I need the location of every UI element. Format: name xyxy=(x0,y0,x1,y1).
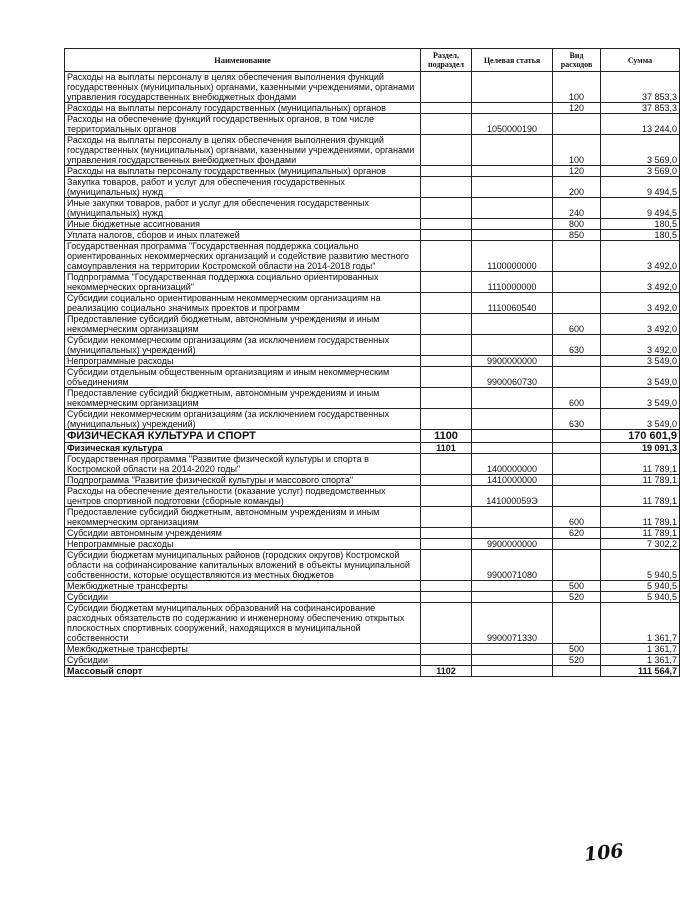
row-section xyxy=(421,528,472,539)
row-article: 1110000000 xyxy=(472,272,553,293)
row-type: 520 xyxy=(553,655,601,666)
table-row xyxy=(65,241,680,272)
budget-table xyxy=(64,48,680,677)
row-name: Субсидии бюджетам муниципальных образований на софинансирование расходных обязательств по содержанию и инженерному обеспечению открытых плоскостных спортивных сооружений, находящихся в муниципальной собственности xyxy=(65,603,421,644)
row-section: 1100 xyxy=(421,430,472,443)
row-name: Расходы на обеспечение деятельности (оказание услуг) подведомственных центров спортивной подготовки (сборные команды) xyxy=(65,486,421,507)
table-row xyxy=(65,581,680,592)
row-amount: 11 789,1 xyxy=(601,528,680,539)
table-row xyxy=(65,486,680,507)
row-section xyxy=(421,409,472,430)
row-name: Иные закупки товаров, работ и услуг для обеспечения государственных (муниципальных) нужд xyxy=(65,198,421,219)
row-section xyxy=(421,454,472,475)
table-row xyxy=(65,293,680,314)
table-row xyxy=(65,166,680,177)
row-section xyxy=(421,166,472,177)
row-name: ФИЗИЧЕСКАЯ КУЛЬТУРА И СПОРТ xyxy=(65,430,421,443)
table-row xyxy=(65,507,680,528)
row-type xyxy=(553,486,601,507)
row-section xyxy=(421,367,472,388)
row-amount: 180,5 xyxy=(601,219,680,230)
row-name: Расходы на выплаты персоналу государственных (муниципальных) органов xyxy=(65,103,421,114)
row-article xyxy=(472,592,553,603)
row-type xyxy=(553,367,601,388)
row-type: 620 xyxy=(553,528,601,539)
row-amount: 3 549,0 xyxy=(601,388,680,409)
row-amount: 1 361,7 xyxy=(601,655,680,666)
row-article xyxy=(472,655,553,666)
row-article xyxy=(472,177,553,198)
row-amount: 7 302,2 xyxy=(601,539,680,550)
row-section xyxy=(421,72,472,103)
row-section xyxy=(421,230,472,241)
row-amount: 180,5 xyxy=(601,230,680,241)
row-section xyxy=(421,314,472,335)
row-article xyxy=(472,507,553,528)
row-amount: 9 494,5 xyxy=(601,177,680,198)
row-article xyxy=(472,644,553,655)
row-section xyxy=(421,581,472,592)
row-article xyxy=(472,135,553,166)
row-article: 1050000190 xyxy=(472,114,553,135)
row-amount: 11 789,1 xyxy=(601,475,680,486)
row-name: Предоставление субсидий бюджетным, автономным учреждениям и иным некоммерческим организациям xyxy=(65,314,421,335)
row-type: 100 xyxy=(553,72,601,103)
row-name: Подпрограмма "Развитие физической культуры и массового спорта" xyxy=(65,475,421,486)
row-name: Подпрограмма "Государственная поддержка социально ориентированных некоммерческих организаций" xyxy=(65,272,421,293)
row-article: 141000059Э xyxy=(472,486,553,507)
table-row xyxy=(65,592,680,603)
row-type: 240 xyxy=(553,198,601,219)
row-amount: 11 789,1 xyxy=(601,507,680,528)
row-amount: 5 940,5 xyxy=(601,592,680,603)
table-body xyxy=(65,72,680,677)
table-row xyxy=(65,528,680,539)
row-amount: 3 492,0 xyxy=(601,241,680,272)
row-article xyxy=(472,581,553,592)
row-type xyxy=(553,293,601,314)
row-name: Субсидии некоммерческим организациям (за исключением государственных (муниципальных) учреждений) xyxy=(65,335,421,356)
table-row xyxy=(65,72,680,103)
row-type: 630 xyxy=(553,335,601,356)
row-article: 9900071330 xyxy=(472,603,553,644)
row-section xyxy=(421,592,472,603)
row-name: Субсидии xyxy=(65,592,421,603)
row-amount: 5 940,5 xyxy=(601,550,680,581)
row-section xyxy=(421,655,472,666)
row-name: Межбюджетные трансферты xyxy=(65,581,421,592)
row-name: Субсидии xyxy=(65,655,421,666)
row-type: 500 xyxy=(553,644,601,655)
table-row xyxy=(65,603,680,644)
table-header-row xyxy=(65,49,680,72)
row-article xyxy=(472,219,553,230)
table-row xyxy=(65,230,680,241)
row-article: 9900000000 xyxy=(472,356,553,367)
table-row xyxy=(65,177,680,198)
row-section xyxy=(421,241,472,272)
row-type: 100 xyxy=(553,135,601,166)
row-section xyxy=(421,272,472,293)
row-name: Расходы на обеспечение функций государственных органов, в том числе территориальных органов xyxy=(65,114,421,135)
table-row xyxy=(65,356,680,367)
row-type xyxy=(553,272,601,293)
row-type: 500 xyxy=(553,581,601,592)
row-amount: 37 853,3 xyxy=(601,103,680,114)
table-row xyxy=(65,198,680,219)
row-article: 1100000000 xyxy=(472,241,553,272)
row-amount: 11 789,1 xyxy=(601,486,680,507)
row-article xyxy=(472,443,553,454)
row-section xyxy=(421,177,472,198)
row-section xyxy=(421,507,472,528)
row-type: 600 xyxy=(553,507,601,528)
table-row xyxy=(65,666,680,677)
header-section: Раздел, подраздел xyxy=(421,49,472,72)
row-section xyxy=(421,356,472,367)
row-amount: 5 940,5 xyxy=(601,581,680,592)
row-amount: 111 564,7 xyxy=(601,666,680,677)
row-amount: 3 492,0 xyxy=(601,272,680,293)
row-amount: 3 569,0 xyxy=(601,166,680,177)
row-type: 120 xyxy=(553,166,601,177)
row-amount: 170 601,9 xyxy=(601,430,680,443)
table-row xyxy=(65,644,680,655)
row-type: 630 xyxy=(553,409,601,430)
row-name: Государственная программа "Развитие физической культуры и спорта в Костромской области на 2014-2020 годы" xyxy=(65,454,421,475)
row-type xyxy=(553,430,601,443)
row-name: Предоставление субсидий бюджетным, автономным учреждениям и иным некоммерческим организациям xyxy=(65,507,421,528)
row-type: 800 xyxy=(553,219,601,230)
table-row xyxy=(65,539,680,550)
table-row xyxy=(65,655,680,666)
table-row xyxy=(65,443,680,454)
row-name: Иные бюджетные ассигнования xyxy=(65,219,421,230)
row-type xyxy=(553,475,601,486)
row-type xyxy=(553,666,601,677)
row-article xyxy=(472,314,553,335)
row-amount: 1 361,7 xyxy=(601,644,680,655)
row-section xyxy=(421,539,472,550)
row-article: 1400000000 xyxy=(472,454,553,475)
row-type xyxy=(553,241,601,272)
header-type: Вид расходов xyxy=(553,49,601,72)
table-row xyxy=(65,135,680,166)
row-type: 600 xyxy=(553,388,601,409)
row-amount: 3 492,0 xyxy=(601,314,680,335)
row-article xyxy=(472,409,553,430)
row-type xyxy=(553,603,601,644)
row-type xyxy=(553,539,601,550)
row-amount: 3 492,0 xyxy=(601,335,680,356)
row-article xyxy=(472,388,553,409)
row-name: Массовый спорт xyxy=(65,666,421,677)
header-amount: Сумма xyxy=(601,49,680,72)
row-name: Субсидии социально ориентированным некоммерческим организациям на реализацию социально значимых проектов и программ xyxy=(65,293,421,314)
row-name: Непрограммные расходы xyxy=(65,356,421,367)
row-section xyxy=(421,293,472,314)
row-section: 1102 xyxy=(421,666,472,677)
row-article xyxy=(472,666,553,677)
row-name: Субсидии отдельным общественным организациям и иным некоммерческим объединениям xyxy=(65,367,421,388)
header-name: Наименование xyxy=(65,49,421,72)
row-section xyxy=(421,198,472,219)
row-name: Субсидии автономным учреждениям xyxy=(65,528,421,539)
row-type: 200 xyxy=(553,177,601,198)
row-amount: 9 494,5 xyxy=(601,198,680,219)
row-section xyxy=(421,486,472,507)
row-amount: 3 549,0 xyxy=(601,356,680,367)
row-type xyxy=(553,356,601,367)
table-row xyxy=(65,103,680,114)
row-type: 600 xyxy=(553,314,601,335)
row-amount: 3 549,0 xyxy=(601,367,680,388)
row-article xyxy=(472,72,553,103)
row-type xyxy=(553,443,601,454)
row-section xyxy=(421,335,472,356)
table-row xyxy=(65,475,680,486)
row-name: Предоставление субсидий бюджетным, автономным учреждениям и иным некоммерческим организациям xyxy=(65,388,421,409)
row-type: 520 xyxy=(553,592,601,603)
row-amount: 13 244,0 xyxy=(601,114,680,135)
row-name: Государственная программа "Государственная поддержка социально ориентированных некоммерческих организаций и содействие развитию местного самоуправления на территории Костромской области на 2014-2018 годы" xyxy=(65,241,421,272)
row-amount: 3 492,0 xyxy=(601,293,680,314)
row-article: 9900060730 xyxy=(472,367,553,388)
row-section xyxy=(421,219,472,230)
row-section: 1101 xyxy=(421,443,472,454)
row-name: Субсидии некоммерческим организациям (за исключением государственных (муниципальных) учреждений) xyxy=(65,409,421,430)
table-row xyxy=(65,367,680,388)
row-name: Расходы на выплаты персоналу в целях обеспечения выполнения функций государственных (муниципальных) органами, казенными учреждениями, органами управления государственных внебюджетных фондами xyxy=(65,72,421,103)
table-row xyxy=(65,430,680,443)
row-amount: 1 361,7 xyxy=(601,603,680,644)
row-name: Расходы на выплаты персоналу государственных (муниципальных) органов xyxy=(65,166,421,177)
row-type xyxy=(553,454,601,475)
row-type xyxy=(553,550,601,581)
row-name: Расходы на выплаты персоналу в целях обеспечения выполнения функций государственных (муниципальных) органами, казенными учреждениями, органами управления государственных внебюджетных фондами xyxy=(65,135,421,166)
table-row xyxy=(65,314,680,335)
table-row xyxy=(65,219,680,230)
table-row xyxy=(65,550,680,581)
row-name: Физическая культура xyxy=(65,443,421,454)
table-row xyxy=(65,272,680,293)
row-name: Уплата налогов, сборов и иных платежей xyxy=(65,230,421,241)
row-article: 9900000000 xyxy=(472,539,553,550)
row-article xyxy=(472,166,553,177)
row-article xyxy=(472,230,553,241)
row-amount: 3 549,0 xyxy=(601,409,680,430)
row-article xyxy=(472,430,553,443)
handwritten-page-number: 106 xyxy=(582,839,625,867)
row-type: 850 xyxy=(553,230,601,241)
header-article: Целевая статья xyxy=(472,49,553,72)
row-section xyxy=(421,103,472,114)
row-name: Субсидии бюджетам муниципальных районов (городских округов) Костромской области на софинансирование капитальных вложений в объекты муниципальной собственности, которые осуществляются из местных бюджетов xyxy=(65,550,421,581)
row-section xyxy=(421,550,472,581)
row-section xyxy=(421,603,472,644)
table-row xyxy=(65,388,680,409)
row-section xyxy=(421,388,472,409)
row-article xyxy=(472,103,553,114)
table-row xyxy=(65,454,680,475)
row-amount: 3 569,0 xyxy=(601,135,680,166)
row-amount: 11 789,1 xyxy=(601,454,680,475)
table-row xyxy=(65,409,680,430)
row-amount: 37 853,3 xyxy=(601,72,680,103)
row-article xyxy=(472,198,553,219)
row-article xyxy=(472,335,553,356)
row-name: Закупка товаров, работ и услуг для обеспечения государственных (муниципальных) нужд xyxy=(65,177,421,198)
row-article: 9900071080 xyxy=(472,550,553,581)
row-article xyxy=(472,528,553,539)
row-section xyxy=(421,644,472,655)
row-name: Непрограммные расходы xyxy=(65,539,421,550)
row-type xyxy=(553,114,601,135)
row-name: Межбюджетные трансферты xyxy=(65,644,421,655)
row-section xyxy=(421,114,472,135)
table-row xyxy=(65,114,680,135)
row-article: 1110060540 xyxy=(472,293,553,314)
row-section xyxy=(421,475,472,486)
table-row xyxy=(65,335,680,356)
row-section xyxy=(421,135,472,166)
row-type: 120 xyxy=(553,103,601,114)
row-article: 1410000000 xyxy=(472,475,553,486)
row-amount: 19 091,3 xyxy=(601,443,680,454)
